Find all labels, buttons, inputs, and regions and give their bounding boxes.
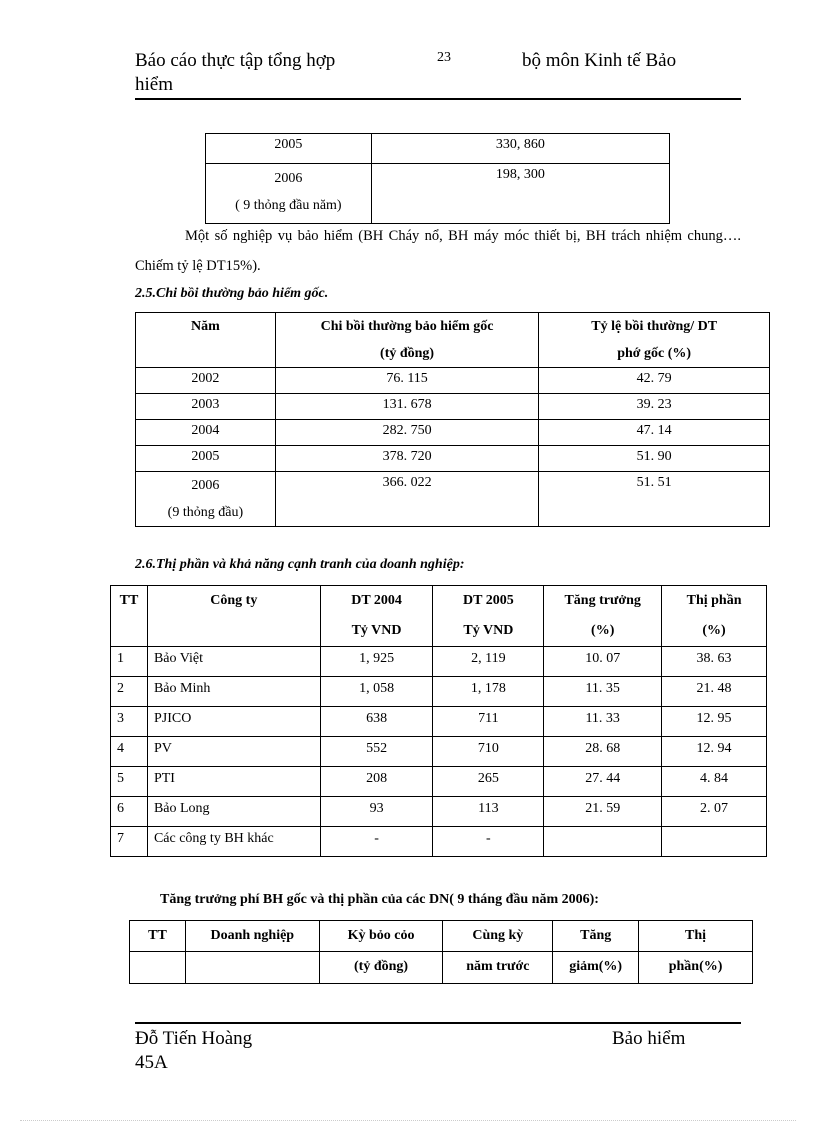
ratio-cell: 47. 14	[539, 420, 770, 446]
column-header: TT	[130, 921, 186, 984]
column-header: DT 2004 Tỷ VND	[320, 586, 433, 647]
dt2004-cell: 93	[320, 797, 433, 827]
dt2005-cell: 2, 119	[433, 647, 544, 677]
column-header: TT	[111, 586, 148, 647]
column-header: Tỷ lệ bồi thường/ DT phớ gốc (%)	[539, 313, 770, 368]
table-row	[136, 394, 770, 420]
share-cell: 12. 94	[662, 737, 767, 767]
column-header: DT 2005 Tỷ VND	[433, 586, 544, 647]
tt-cell: 2	[111, 677, 148, 707]
amount-cell: 378. 720	[275, 446, 539, 472]
company-cell: Bảo Long	[147, 797, 320, 827]
share-cell: 12. 95	[662, 707, 767, 737]
header-title: Báo cáo thực tập tổng hợp	[135, 50, 336, 71]
header-rule	[135, 98, 741, 100]
growth-cell: 11. 33	[544, 707, 662, 737]
table-row	[111, 677, 767, 707]
column-header: Tăng trưởng (%)	[544, 586, 662, 647]
share-cell: 2. 07	[662, 797, 767, 827]
table-row	[206, 134, 670, 164]
column-header: Tăng giảm(%)	[553, 921, 639, 984]
revenue-table	[205, 133, 670, 224]
growth-cell: 10. 07	[544, 647, 662, 677]
dt2004-cell: 638	[320, 707, 433, 737]
amount-cell: 131. 678	[275, 394, 539, 420]
value-cell: 330, 860	[371, 134, 669, 164]
dt2005-cell: 711	[433, 707, 544, 737]
dt2005-cell: -	[433, 827, 544, 857]
year-cell: 2005	[136, 446, 276, 472]
footer-rule	[135, 1022, 741, 1024]
company-cell: PV	[147, 737, 320, 767]
table-row	[111, 827, 767, 857]
column-header: Chi bồi thường bảo hiểm gốc (tỷ đồng)	[275, 313, 539, 368]
ratio-cell: 51. 90	[539, 446, 770, 472]
growth-cell: 28. 68	[544, 737, 662, 767]
tt-cell: 7	[111, 827, 148, 857]
year-cell: 2006 ( 9 thỏng đầu năm)	[206, 164, 372, 224]
claims-table	[135, 312, 770, 527]
page-number: 23	[437, 50, 451, 65]
growth-cell	[544, 827, 662, 857]
dt2004-cell: 1, 058	[320, 677, 433, 707]
amount-cell: 282. 750	[275, 420, 539, 446]
column-header: Thị phần(%)	[639, 921, 753, 984]
column-header: Năm	[136, 313, 276, 368]
column-header: Công ty	[147, 586, 320, 647]
footer-class: 45A	[135, 1052, 168, 1073]
dt2005-cell: 265	[433, 767, 544, 797]
year-cell: 2004	[136, 420, 276, 446]
header-department: bộ môn Kinh tế Bảo	[522, 50, 677, 71]
growth-cell: 27. 44	[544, 767, 662, 797]
tt-cell: 4	[111, 737, 148, 767]
table-header-row	[136, 313, 770, 368]
share-cell: 38. 63	[662, 647, 767, 677]
share-cell: 21. 48	[662, 677, 767, 707]
tt-cell: 3	[111, 707, 148, 737]
company-cell: Các công ty BH khác	[147, 827, 320, 857]
column-header: Thị phần (%)	[662, 586, 767, 647]
market-share-table	[110, 585, 767, 857]
company-cell: PJICO	[147, 707, 320, 737]
year-cell: 2006 (9 thỏng đầu)	[136, 472, 276, 527]
column-header: Doanh nghiệp	[185, 921, 319, 984]
table-row	[136, 368, 770, 394]
table-title: Tăng trưởng phí BH gốc và thị phần của các DN( 9 tháng đầu năm 2006):	[160, 892, 599, 907]
dt2004-cell: 552	[320, 737, 433, 767]
company-cell: PTI	[147, 767, 320, 797]
amount-cell: 366. 022	[275, 472, 539, 527]
table-row	[111, 797, 767, 827]
footer-author: Đỗ Tiến Hoàng	[135, 1028, 253, 1049]
growth-cell: 11. 35	[544, 677, 662, 707]
share-cell: 4. 84	[662, 767, 767, 797]
table-row	[111, 767, 767, 797]
share-cell	[662, 827, 767, 857]
section-heading: 2.5.Chi bồi thường bảo hiểm gốc.	[135, 286, 329, 301]
value-cell: 198, 300	[371, 164, 669, 224]
company-cell: Bảo Việt	[147, 647, 320, 677]
year-cell: 2005	[206, 134, 372, 164]
tt-cell: 6	[111, 797, 148, 827]
year-cell: 2003	[136, 394, 276, 420]
growth-table	[129, 920, 753, 984]
table-header-row	[130, 921, 753, 984]
dt2005-cell: 113	[433, 797, 544, 827]
amount-cell: 76. 115	[275, 368, 539, 394]
dt2004-cell: -	[320, 827, 433, 857]
table-row	[111, 647, 767, 677]
dt2005-cell: 1, 178	[433, 677, 544, 707]
column-header: Kỳ bỏo cỏo (tỷ đồng)	[319, 921, 443, 984]
dt2004-cell: 208	[320, 767, 433, 797]
table-row	[206, 164, 670, 224]
dt2005-cell: 710	[433, 737, 544, 767]
table-row	[111, 737, 767, 767]
ratio-cell: 51. 51	[539, 472, 770, 527]
tt-cell: 1	[111, 647, 148, 677]
table-row	[136, 420, 770, 446]
footer-department: Bảo hiểm	[612, 1028, 686, 1049]
tt-cell: 5	[111, 767, 148, 797]
table-row	[136, 446, 770, 472]
dt2004-cell: 1, 925	[320, 647, 433, 677]
header-title-continued: hiểm	[135, 74, 173, 95]
ratio-cell: 42. 79	[539, 368, 770, 394]
table-row	[111, 707, 767, 737]
ratio-cell: 39. 23	[539, 394, 770, 420]
body-paragraph: Một số nghiệp vụ bảo hiểm (BH Cháy nổ, BH máy móc thiết bị, BH trách nhiệm chung…. Chiếm tỷ lệ DT15%).	[135, 228, 741, 274]
section-heading: 2.6.Thị phần và khả năng cạnh tranh của doanh nghiệp:	[135, 557, 465, 572]
year-cell: 2002	[136, 368, 276, 394]
page-edge	[20, 1120, 796, 1121]
table-header-row	[111, 586, 767, 647]
table-row	[136, 472, 770, 527]
column-header: Cùng kỳ năm trước	[443, 921, 553, 984]
growth-cell: 21. 59	[544, 797, 662, 827]
company-cell: Bảo Minh	[147, 677, 320, 707]
